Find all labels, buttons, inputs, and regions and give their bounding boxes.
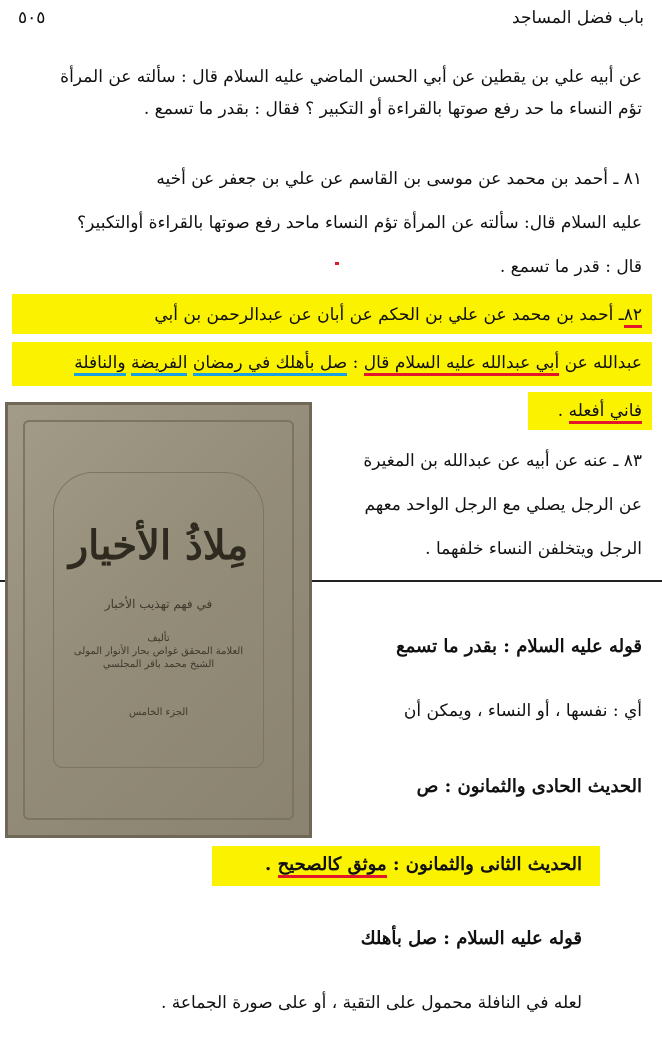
hadith-82-period: . (557, 401, 569, 421)
cover-author-label: تأليف (147, 633, 170, 644)
commentary-heading-1: قوله عليه السلام : بقدر ما تسمع (396, 636, 642, 657)
text-line-5: قال : قدر ما تسمع . (499, 257, 642, 277)
hadith-82-imam: أبي عبدالله عليه السلام قال (364, 353, 560, 376)
text-line-11: الرجل ويتخلفن النساء خلفهما . (425, 539, 642, 559)
hadith-82-line-2 (12, 348, 642, 380)
cover-ornament-arch (53, 472, 264, 768)
hadith-82-grading-period: . (265, 854, 278, 875)
hadith-number-82: ٨٢ (624, 305, 642, 328)
running-title: باب فضل المساجد (512, 8, 644, 28)
hadith-82-grading: موثق كالصحيح (278, 854, 387, 878)
book-cover-image (5, 402, 312, 838)
cover-subtitle: في فهم تهذيب الأخبار (104, 597, 213, 611)
cover-author-title: العلامة المحقق غواص بحار الأنوار المولى (73, 646, 244, 657)
cover-title: مِلاذُ الأخيار (68, 522, 249, 569)
text-line-3: ٨١ ـ أحمد بن محمد عن موسى بن القاسم عن علي بن جعفر عن أخيه (156, 169, 642, 189)
text-line-9: ٨٣ ـ عنه عن أبيه عن عبدالله بن المغيرة (363, 451, 642, 471)
hadith-82-obligatory: الفريضة (131, 353, 187, 376)
text-line-2: تؤم النساء ما حد رفع صوتها بالقراءة أو التكبير ؟ فقال : بقدر ما تسمع . (143, 99, 642, 119)
cover-author (65, 632, 252, 671)
hadith-82-chain: ـ أحمد بن محمد عن علي بن الحكم عن أبان عن عبدالرحمن بن أبي (154, 305, 624, 325)
page-number: ٥٠٥ (18, 8, 46, 28)
commentary-heading-2: قوله عليه السلام : صل بأهلك (360, 928, 582, 949)
commentary-line-2: أي : نفسها ، أو النساء ، ويمكن أن (403, 701, 642, 721)
commentary-heading-82 (212, 850, 582, 882)
hadith-82-line-1 (12, 300, 642, 332)
hadith-82-voluntary: والنافلة (74, 353, 125, 376)
hadith-82-heading: الحديث الثانى والثمانون : (386, 854, 582, 875)
cover-volume: الجزء الخامس (128, 707, 189, 718)
hadith-82-text-a: عبدالله عن (559, 353, 642, 373)
text-line-10: عن الرجل يصلي مع الرجل الواحد معهم (364, 495, 642, 515)
text-line-4: عليه السلام قال: سألته عن المرأة تؤم النساء ماحد رفع صوتها بالقراءة أوالتكبير؟ (77, 213, 642, 233)
commentary-line-last: لعله في النافلة محمول على التقية ، أو على صورة الجماعة . (160, 993, 582, 1013)
hadith-82-pray-phrase: صل بأهلك في رمضان (193, 353, 347, 376)
hadith-82-colon: : (347, 353, 364, 373)
commentary-heading-81: الحديث الحادى والثمانون : ص (416, 776, 642, 797)
text-line-1: عن أبيه علي بن يقطين عن أبي الحسن الماضي عليه السلام قال : سألته عن المرأة (60, 67, 642, 87)
hadith-82-i-do-it: فاني أفعله (569, 401, 642, 424)
cover-author-name: الشيخ محمد باقر المجلسي (102, 659, 215, 670)
red-mark (335, 262, 339, 265)
